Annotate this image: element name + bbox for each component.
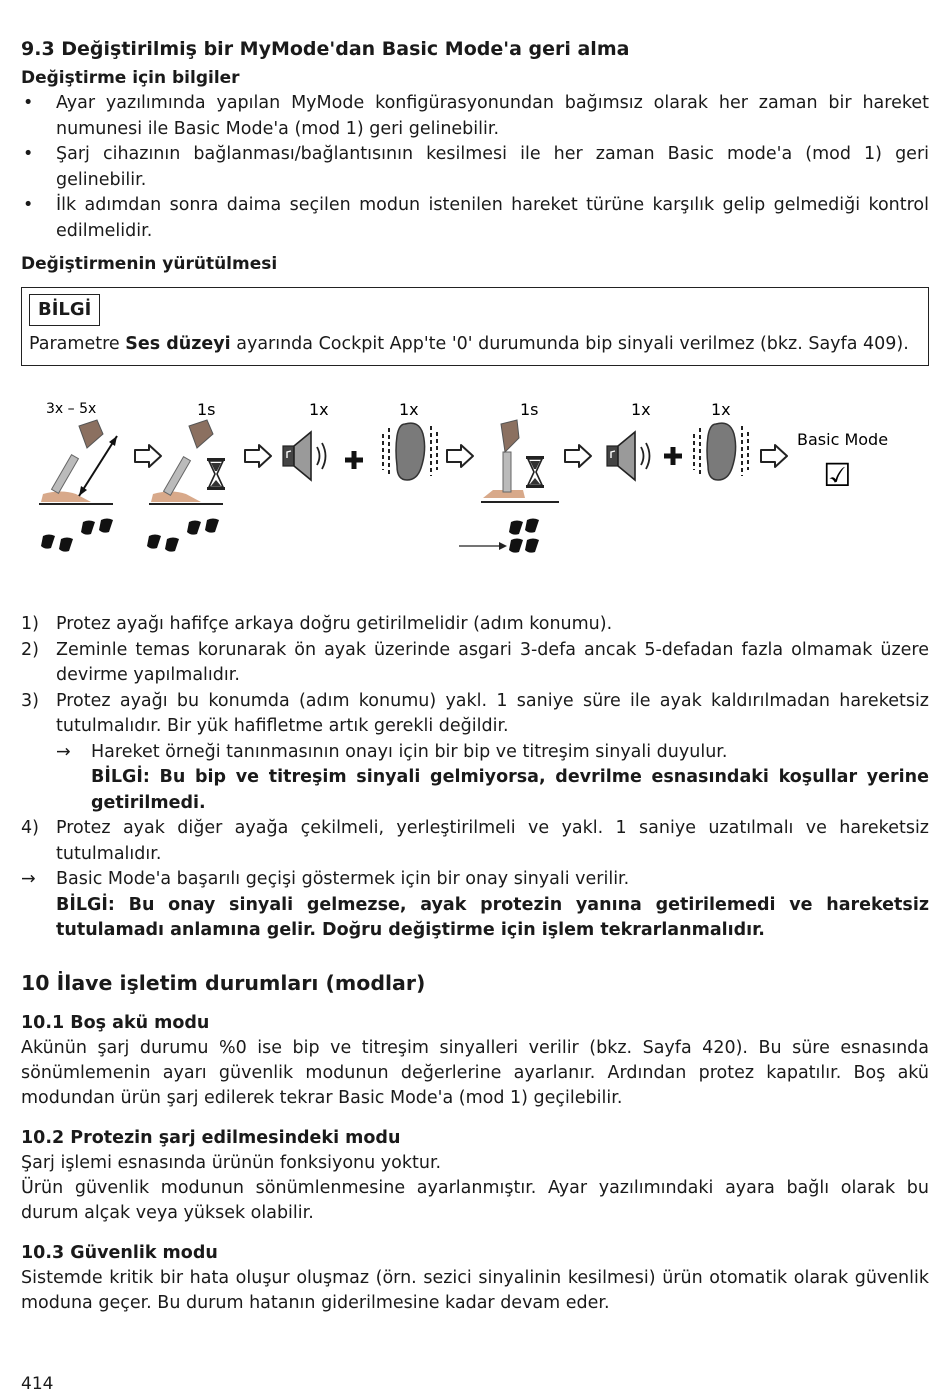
bullet-item: • Şarj cihazının bağlanması/bağlantısının kesilmesi ile her zaman Basic mode'a (mod 1) geri gelinebilir. [23,144,929,190]
steps-list [21,612,929,944]
prosthesis-standing-icon [481,420,559,502]
section-10-1-title: 10.1 Boş akü modu [21,1012,210,1033]
step-item: 2) Zeminle temas korunarak ön ayak üzerinde asgari 3-defa ancak 5-defadan fazla olmamak üzere devirme yapılmalıdır. [21,639,929,685]
checkbox-checked-icon: ☑ [823,456,852,494]
exec-heading: Değiştirmenin yürütülmesi [21,254,278,274]
vibration-icon [383,423,437,480]
final-result: → Basic Mode'a başarılı geçişi göstermek için bir onay sinyali verilir. BİLGİ: Bu onay sinyali gelmezse, ayak protezin yanına getirilemedi ve hareketsiz tutulamadı anlamına gelir. Doğru değiştirme için işlem tekrarlanmalıdır. [21,869,929,940]
section-10-title: 10 İlave işletim durumları (modlar) [21,970,426,995]
step-item: 1) Protez ayağı hafifçe arkaya doğru getirilmelidir (adım konumu). [21,614,613,634]
section-10-3-text: Sistemde kritik bir hata oluşur oluşmaz (örn. sezici sinyalinin kesilmesi) ürün otomatik olarak güvenlik moduna geçer. Bu durum hatanın giderilmesine kadar devam eder. [21,1267,929,1313]
label-s1: 1s [197,400,216,419]
section-9-3-title: 9.3 Değiştirilmiş bir MyMode'dan Basic Mode'a geri alma [21,38,630,60]
info-heading: Değiştirme için bilgiler [21,68,240,88]
label-x3: 1x [631,400,651,419]
section-10-3-title: 10.3 Güvenlik modu [21,1242,218,1263]
footprints-close-icon [459,519,539,553]
plus-icon [345,451,363,469]
section-10-2-text-2: Ürün güvenlik modunun sönümlenmesine ayarlanmıştır. Ayar yazılımındaki ayara bağlı olarak bu durum alçak veya yüksek olabilir. [21,1177,929,1223]
section-10-2-text-1: Şarj işlemi esnasında ürünün fonksiyonu yoktur. [21,1152,442,1173]
section-10-2-title: 10.2 Protezin şarj edilmesindeki modu [21,1127,401,1148]
notice-box [21,287,929,366]
prosthesis-hold-icon [149,420,225,504]
step-result-note: BİLGİ: Bu bip ve titreşim sinyali gelmiyorsa, devrilme esnasındaki koşullar yerine getirilmedi. [91,767,929,813]
label-basic-mode: Basic Mode [797,430,889,449]
label-count: 3x – 5x [46,401,97,417]
speaker-icon [283,432,326,480]
plus-icon [664,447,682,465]
notice-title: BİLGİ [29,294,100,326]
info-bullets [21,91,929,244]
speaker-icon [607,432,650,480]
step-item: 3) Protez ayağı bu konumda (adım konumu) yakl. 1 saniye süre ile ayak kaldırılmadan hareketsiz tutulmalıdır. Bir yük hafifletme artık gerekli değildir. → Hareket örneği tanınmasının onayı için bir bip ve titreşim sinyali duyulur. BİLGİ: Bu bip ve titreşim sinyali gelmiyorsa, devrilme esnasındaki koşullar yerine getirilmedi. [21,689,929,817]
arrow-right-icon [447,445,473,467]
footprints-icon [41,519,113,552]
label-x4: 1x [711,400,731,419]
final-result-note: BİLGİ: Bu onay sinyali gelmezse, ayak protezin yanına getirilemedi ve hareketsiz tutulamadı anlamına gelir. Doğru değiştirme için işlem tekrarlanmalıdır. [56,894,929,940]
bullet-item: • Ayar yazılımında yapılan MyMode konfigürasyonundan bağımsız olarak her zaman bir hareket numunesi ile Basic Mode'a (mod 1) geri gelinebilir. [23,93,929,139]
page-content [21,34,929,1316]
section-10-1-text: Akünün şarj durumu %0 ise bip ve titreşim sinyalleri verilir (bkz. Sayfa 420). Bu süre esnasında sönümlemenin ayarı güvenlik modunun değerlerine ayarlanır. Ardından protez kapatılır. Boş akü modundan ürün şarj edilerek tekrar Basic Mode'a (mod 1) geçilebilir. [21,1037,929,1108]
step-result: → Hareket örneği tanınmasının onayı için bir bip ve titreşim sinyali duyulur. BİLGİ: Bu bip ve titreşim sinyali gelmiyorsa, devrilme esnasındaki koşullar yerine getirilmedi. [56,741,929,813]
label-x1: 1x [309,400,329,419]
bullet-item: • İlk adımdan sonra daima seçilen modun istenilen hareket türüne karşılık gelip gelmediği kontrol edilmelidir. [23,195,929,241]
step-item: 4) Protez ayak diğer ayağa çekilmeli, yerleştirilmeli ve yakl. 1 saniye uzatılmalı ve hareketsiz tutulmalıdır. [21,818,929,864]
page-number: 414 [21,1374,54,1394]
prosthesis-tilt-icon [39,420,117,504]
procedure-diagram [21,394,929,594]
arrow-right-icon [565,445,591,467]
arrow-right-icon [135,445,161,467]
footprints-icon [147,519,219,552]
arrow-right-icon [245,445,271,467]
procedure-figure [21,394,929,594]
arrow-right-icon [761,445,787,467]
vibration-icon [694,423,748,480]
label-x2: 1x [399,400,419,419]
notice-text: Parametre Ses düzeyi ayarında Cockpit App'te '0' durumunda bip sinyali verilmez (bkz. Sayfa 409). [29,334,909,354]
label-s2: 1s [520,400,539,419]
